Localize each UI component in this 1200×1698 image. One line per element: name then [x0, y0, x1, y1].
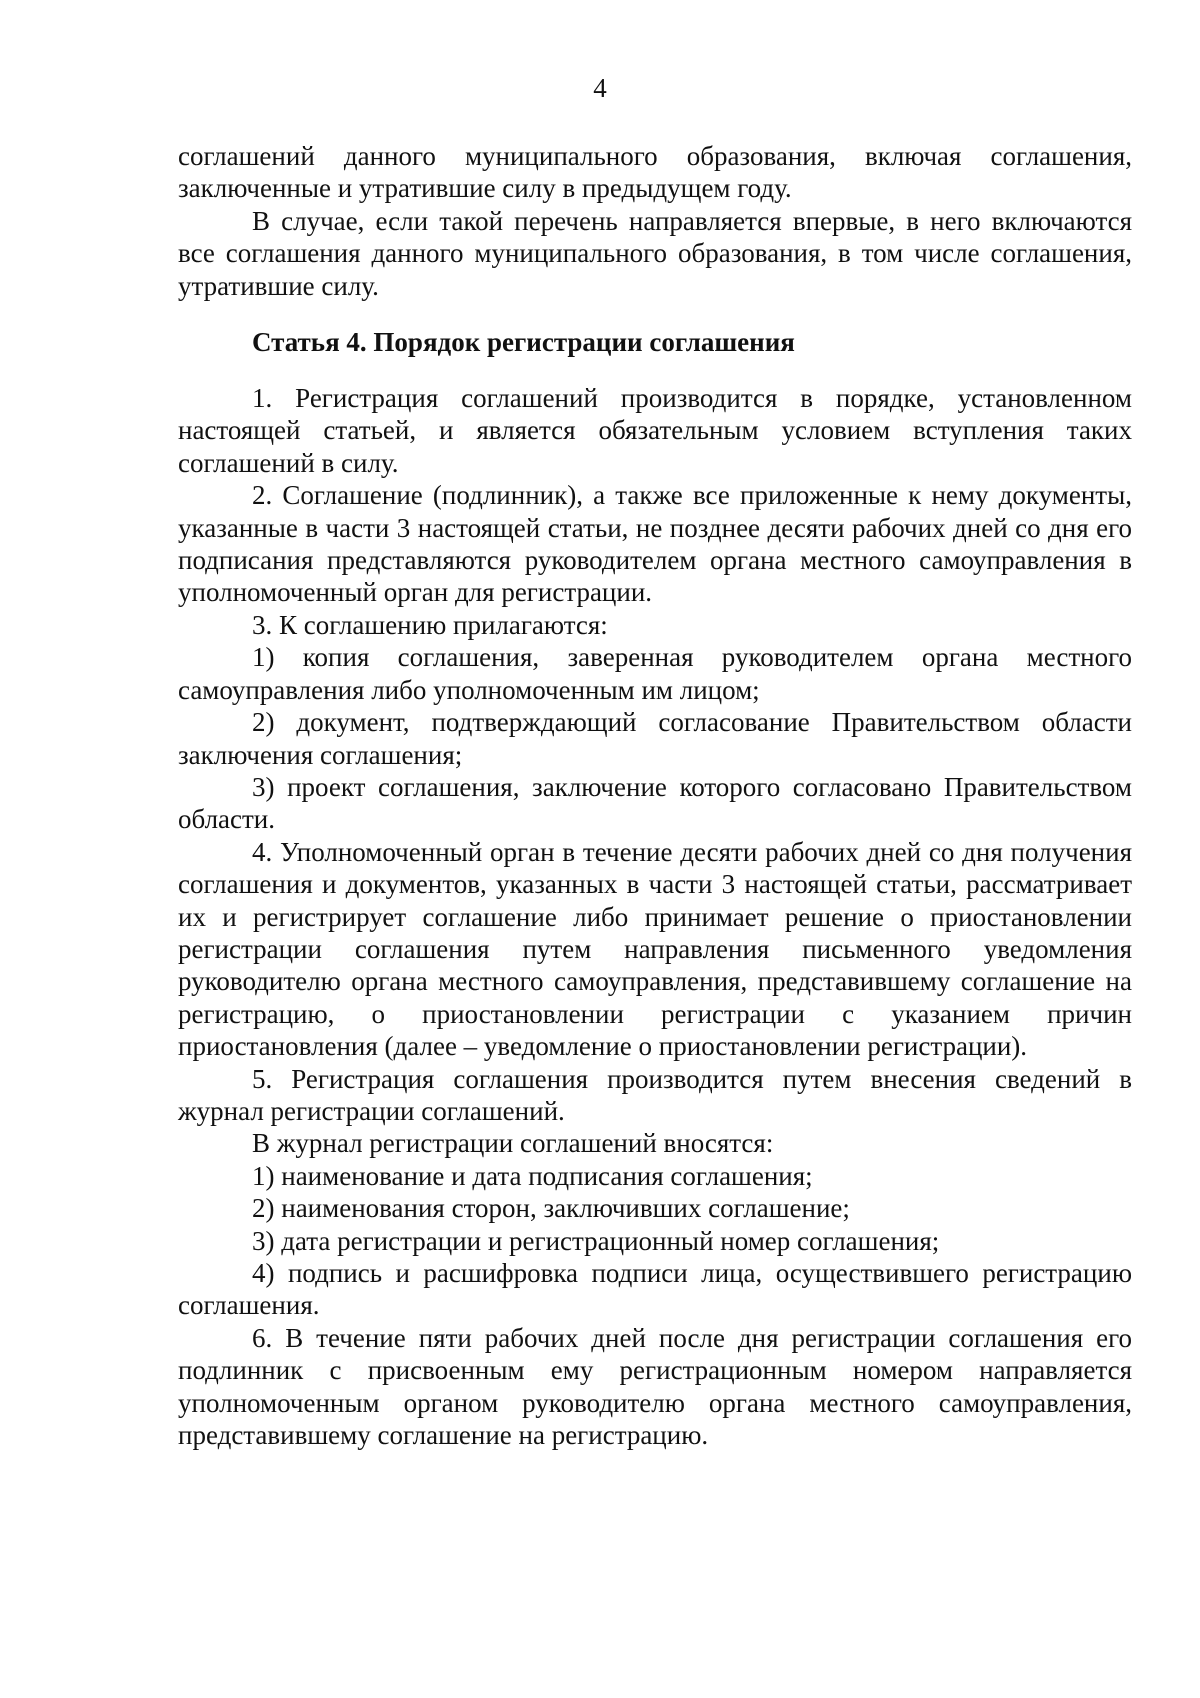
list-item: 3) проект соглашения, заключение которого согласовано Правительством области. [178, 771, 1132, 835]
list-item: 1) наименование и дата подписания соглашения; [252, 1160, 813, 1191]
paragraph: В случае, если такой перечень направляется впервые, в него включаются все соглашения данного муниципального образования, в том числе соглашения, утратившие силу. [178, 205, 1132, 301]
list-item: 2) документ, подтверждающий согласование Правительством области заключения соглашения; [178, 707, 1132, 770]
list-item: 1) копия соглашения, заверенная руководителем органа местного самоуправления либо уполномоченным им лицом; [178, 642, 1132, 705]
paragraph: 1. Регистрация соглашений производится в порядке, установленном настоящей статьей, и является обязательным условием вступления таких соглашений в силу. [178, 383, 1132, 478]
paragraph: 4. Уполномоченный орган в течение десяти рабочих дней со дня получения соглашения и документов, указанных в части 3 настоящей статьи, рассматривает их и регистрирует соглашение либо принимает решение о приостановлении регистрации соглашения путем направления письменного уведомления руководителю органа местного самоуправления, представившему соглашение на регистрацию, о приостановлении регистрации с указанием причин приостановления (далее – уведомление о приостановлении регистрации). [178, 836, 1132, 1062]
list-item: 3) дата регистрации и регистрационный номер соглашения; [252, 1225, 940, 1256]
article-heading: Статья 4. Порядок регистрации соглашения [252, 327, 795, 358]
paragraph: 5. Регистрация соглашения производится путем внесения сведений в журнал регистрации соглашений. [178, 1063, 1132, 1126]
paragraph: 2. Соглашение (подлинник), а также все приложенные к нему документы, указанные в части 3 настоящей статьи, не позднее десяти рабочих дней со дня его подписания представляются руководителем органа местного самоуправления в уполномоченный орган для регистрации. [178, 480, 1132, 608]
paragraph: 6. В течение пяти рабочих дней после дня регистрации соглашения его подлинник с присвоенным ему регистрационным номером направляется уполномоченным органом руководителю органа местного самоуправления, представившему соглашение на регистрацию. [178, 1322, 1132, 1451]
paragraph: 3. К соглашению прилагаются: [252, 609, 608, 640]
paragraph-continuation: соглашений данного муниципального образования, включая соглашения, заключенные и утратившие силу в предыдущем году. [178, 141, 1132, 204]
paragraph: В журнал регистрации соглашений вносятся: [252, 1128, 774, 1159]
page-number: 4 [593, 73, 607, 103]
list-item: 4) подпись и расшифровка подписи лица, осуществившего регистрацию соглашения. [178, 1258, 1132, 1321]
document-body [178, 140, 1132, 1451]
list-item: 2) наименования сторон, заключивших соглашение; [252, 1193, 850, 1224]
